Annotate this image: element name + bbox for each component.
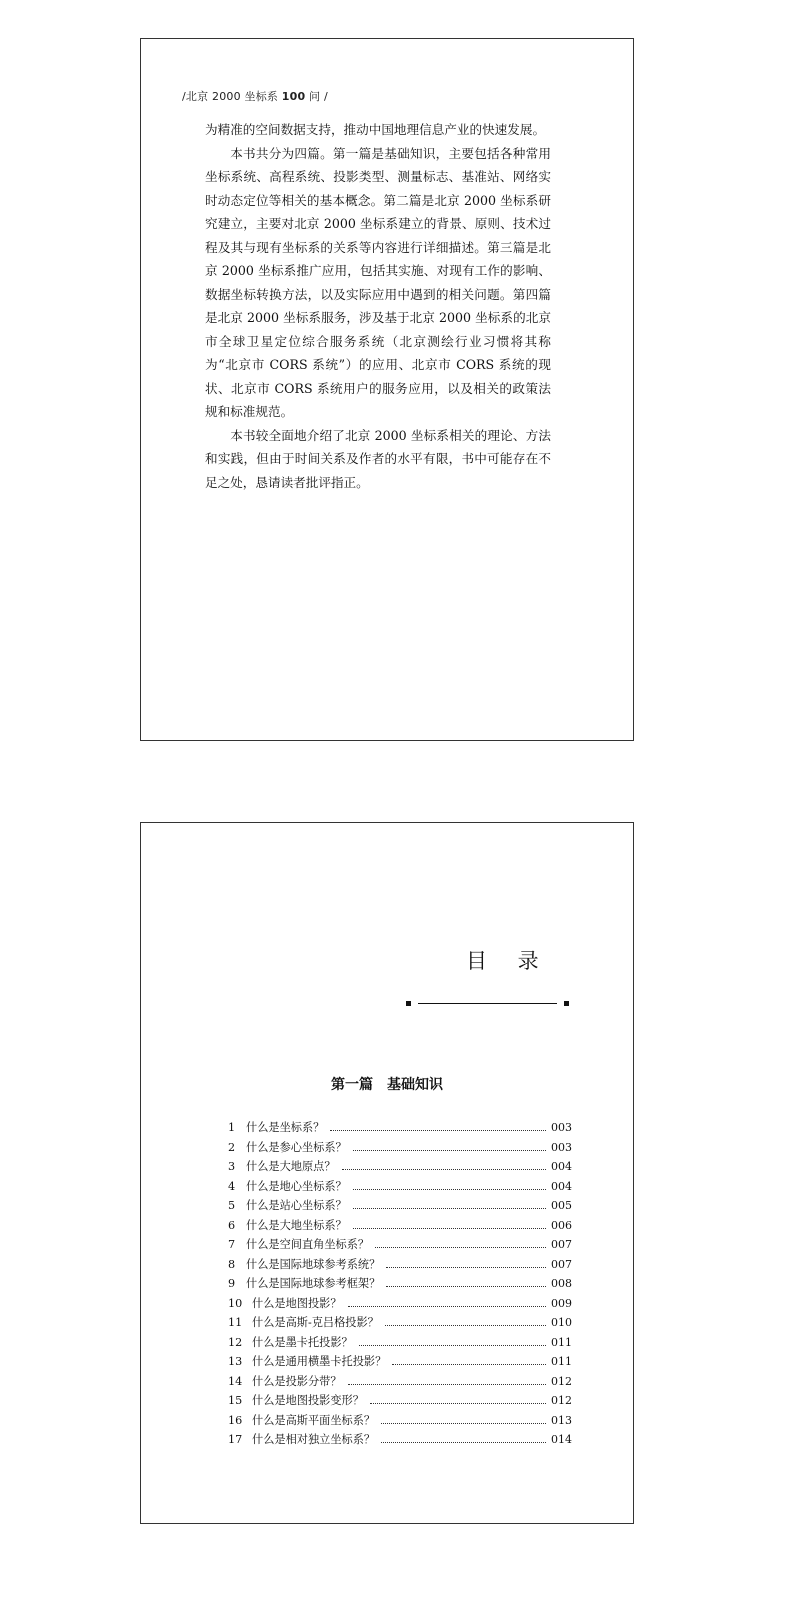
toc-entry-number: 4	[228, 1179, 236, 1193]
toc-title: 目 录	[466, 949, 551, 973]
toc-entry-page-number: 014	[551, 1433, 572, 1446]
toc-entry-label: 什么是地心坐标系？	[246, 1179, 347, 1193]
toc-entry-page-number: 008	[551, 1277, 572, 1290]
toc-entry-label: 什么是站心坐标系？	[246, 1199, 347, 1212]
toc-entry-leader-dots	[392, 1363, 546, 1365]
toc-entry-number: 12	[228, 1335, 243, 1349]
rule-square-left	[406, 1001, 411, 1006]
toc-entry-page-number: 003	[551, 1140, 572, 1154]
toc-entry[interactable]	[228, 1119, 572, 1139]
toc-entry-label: 什么是空间直角坐标系？	[246, 1238, 370, 1251]
toc-entry[interactable]	[228, 1139, 572, 1159]
rule-line	[418, 1003, 557, 1004]
toc-entry-leader-dots	[353, 1188, 546, 1190]
toc-entry[interactable]	[228, 1178, 572, 1198]
toc-entry-label: 什么是大地原点？	[246, 1160, 336, 1173]
preface-paragraph-1: 为精准的空间数据支持，推动中国地理信息产业的快速发展。	[205, 122, 546, 137]
toc-entry[interactable]	[228, 1256, 572, 1276]
toc-entry-label: 什么是国际地球参考系统？	[246, 1257, 381, 1271]
running-head-bold: 100	[281, 90, 306, 103]
toc-list	[228, 1119, 572, 1451]
toc-entry-leader-dots	[370, 1402, 546, 1404]
toc-entry-leader-dots	[330, 1129, 546, 1131]
toc-entry-page-number: 012	[551, 1394, 572, 1407]
toc-entry-page-number: 004	[551, 1160, 572, 1173]
toc-entry[interactable]	[228, 1275, 572, 1295]
toc-entry[interactable]	[228, 1392, 572, 1412]
toc-entry-leader-dots	[348, 1305, 546, 1307]
toc-entry-leader-dots	[381, 1422, 546, 1424]
preface-paragraph-2: 本书共分为四篇。第一篇是基础知识，主要包括各种常用坐标系统、高程系统、投影类型、测量标志、基准站、网络实时动态定位等相关的基本概念。第二篇是北京 2000 坐标系研究建立，主要对北京 2000 坐标系建立的背景、原则、技术过程及其与现有坐标系的关系等内容进行详细描述。第三篇是北京 2000 坐标系推广应用，包括其实施、对现有工作的影响、数据坐标转换方法，以及实际应用中遇到的相关问题。第四篇是北京 2000 坐标系服务，涉及基于北京 2000 坐标系的北京市全球卫星定位综合服务系统（北京测绘行业习惯将其称为“北京市 CORS 系统”）的应用、北京市 CORS 系统的现状、北京市 CORS 系统用户的服务应用，以及相关的政策法规和标准规范。	[205, 145, 551, 419]
toc-entry-label: 什么是通用横墨卡托投影？	[252, 1355, 387, 1368]
book-page-preface	[140, 38, 634, 741]
toc-entry-page-number: 004	[551, 1179, 572, 1193]
toc-entry-number: 2	[228, 1140, 236, 1154]
toc-entry-page-number: 011	[551, 1335, 572, 1349]
toc-entry-label: 什么是高斯-克吕格投影？	[252, 1316, 379, 1329]
part-title: 第一篇 基础知识	[331, 1077, 443, 1093]
toc-entry-page-number: 006	[551, 1218, 572, 1232]
toc-entry-page-number: 011	[551, 1355, 572, 1368]
toc-entry-page-number: 009	[551, 1296, 572, 1310]
toc-entry[interactable]	[228, 1217, 572, 1237]
toc-entry[interactable]	[228, 1314, 572, 1334]
toc-entry-leader-dots	[348, 1383, 546, 1385]
toc-entry-number: 14	[228, 1374, 243, 1388]
toc-entry-number: 6	[228, 1218, 236, 1232]
toc-entry-number: 10	[228, 1296, 243, 1310]
toc-entry-label: 什么是国际地球参考框架？	[246, 1277, 381, 1290]
toc-entry[interactable]	[228, 1197, 572, 1217]
toc-entry-leader-dots	[381, 1441, 546, 1443]
toc-entry-label: 什么是地图投影？	[252, 1296, 342, 1310]
running-head	[182, 88, 328, 104]
toc-entry[interactable]	[228, 1295, 572, 1315]
toc-entry[interactable]	[228, 1334, 572, 1354]
book-page-contents	[140, 822, 634, 1524]
toc-entry-page-number: 003	[551, 1121, 572, 1134]
toc-entry-number: 13	[228, 1355, 243, 1368]
toc-entry-leader-dots	[386, 1285, 546, 1287]
toc-entry-number: 3	[228, 1160, 236, 1173]
toc-entry[interactable]	[228, 1236, 572, 1256]
toc-title-rule	[406, 1001, 569, 1007]
running-head-prefix: /北京 2000 坐标系	[182, 90, 282, 103]
toc-entry-number: 11	[228, 1316, 243, 1329]
toc-entry-page-number: 012	[551, 1374, 572, 1388]
toc-entry-page-number: 007	[551, 1257, 572, 1271]
toc-entry-page-number: 010	[551, 1316, 572, 1329]
toc-entry-label: 什么是大地坐标系？	[246, 1218, 347, 1232]
toc-entry[interactable]	[228, 1158, 572, 1178]
toc-entry-label: 什么是参心坐标系？	[246, 1140, 347, 1154]
toc-entry-leader-dots	[375, 1246, 546, 1248]
toc-entry-leader-dots	[359, 1344, 546, 1346]
toc-entry-number: 17	[228, 1433, 243, 1446]
toc-entry[interactable]	[228, 1353, 572, 1373]
toc-entry-number: 16	[228, 1413, 243, 1427]
preface-paragraph-3: 本书较全面地介绍了北京 2000 坐标系相关的理论、方法和实践，但由于时间关系及作者的水平有限，书中可能存在不足之处，恳请读者批评指正。	[205, 427, 551, 490]
toc-entry-leader-dots	[385, 1324, 546, 1326]
toc-entry-leader-dots	[353, 1227, 546, 1229]
toc-entry-label: 什么是地图投影变形？	[252, 1394, 364, 1407]
toc-entry-leader-dots	[353, 1149, 546, 1151]
toc-entry-page-number: 013	[551, 1413, 572, 1427]
toc-entry-page-number: 005	[551, 1199, 572, 1212]
toc-entry-number: 1	[228, 1121, 236, 1134]
toc-entry-number: 8	[228, 1257, 236, 1271]
running-head-suffix: 问 /	[305, 90, 328, 103]
toc-entry-label: 什么是墨卡托投影？	[252, 1335, 353, 1349]
toc-entry-label: 什么是坐标系？	[246, 1121, 325, 1134]
toc-entry-label: 什么是相对独立坐标系？	[252, 1433, 376, 1446]
toc-entry-leader-dots	[353, 1207, 546, 1209]
toc-entry-number: 9	[228, 1277, 236, 1290]
preface-body	[205, 118, 551, 494]
toc-entry-leader-dots	[342, 1168, 546, 1170]
toc-entry[interactable]	[228, 1431, 572, 1451]
rule-square-right	[564, 1001, 569, 1006]
toc-entry-page-number: 007	[551, 1238, 572, 1251]
toc-entry[interactable]	[228, 1412, 572, 1432]
toc-entry[interactable]	[228, 1373, 572, 1393]
toc-entry-number: 15	[228, 1394, 243, 1407]
toc-entry-number: 7	[228, 1238, 236, 1251]
toc-entry-label: 什么是投影分带？	[252, 1374, 342, 1388]
toc-entry-label: 什么是高斯平面坐标系？	[252, 1413, 376, 1427]
toc-entry-leader-dots	[386, 1266, 546, 1268]
toc-entry-number: 5	[228, 1199, 236, 1212]
